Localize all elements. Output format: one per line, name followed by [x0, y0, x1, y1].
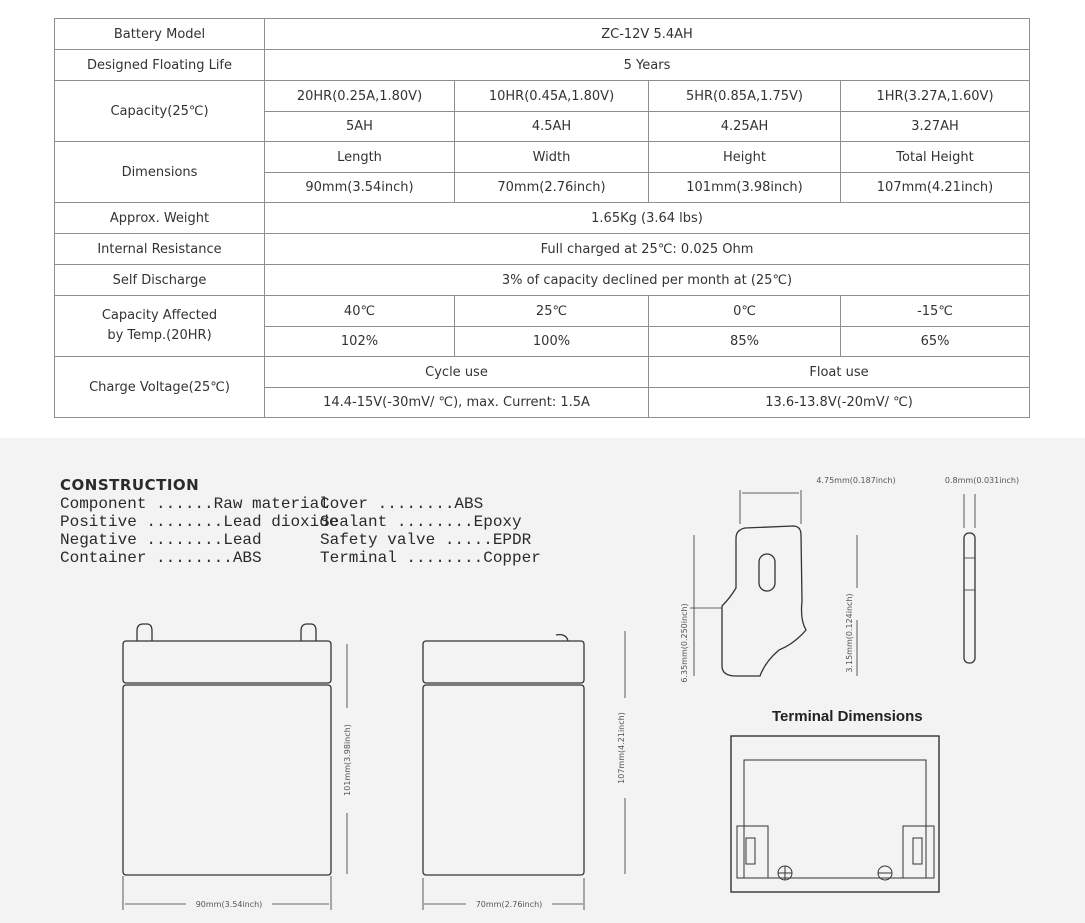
capacity-value: 3.27AH: [841, 112, 1030, 142]
temp-header: 40℃: [265, 296, 455, 327]
self-discharge-value: 3% of capacity declined per month at (25℃): [265, 265, 1030, 296]
floating-life-value: 5 Years: [265, 50, 1030, 81]
side-terminal: [556, 635, 568, 641]
row-weight: [55, 203, 1030, 234]
construction-item: Terminal ........Copper: [320, 549, 541, 567]
terminal-dimensions-title: Terminal Dimensions: [772, 708, 923, 725]
front-view-drawing: [123, 624, 347, 910]
terminal-profile: [964, 533, 975, 663]
terminal-tab: [722, 526, 806, 676]
construction-item: Negative ........Lead: [60, 531, 262, 549]
row-dimension-headers: [55, 142, 1030, 173]
self-discharge-label: Self Discharge: [55, 265, 265, 296]
construction-item: Sealant ........Epoxy: [320, 513, 522, 531]
top-view-inner: [744, 760, 926, 878]
temp-label: [55, 296, 265, 357]
dimension-header: Total Height: [841, 142, 1030, 173]
terminal-stud-right: [301, 624, 316, 641]
cycle-use-label: Cycle use: [265, 357, 649, 388]
side-width-label: 70mm(2.76inch): [475, 900, 543, 909]
capacity-rate: 20HR(0.25A,1.80V): [265, 81, 455, 112]
construction-item: Safety valve .....EPDR: [320, 531, 532, 549]
capacity-label: Capacity(25℃): [55, 81, 265, 142]
weight-value: 1.65Kg (3.64 lbs): [265, 203, 1030, 234]
dimension-header: Length: [265, 142, 455, 173]
row-floating-life: [55, 50, 1030, 81]
battery-model-value: ZC-12V 5.4AH: [265, 19, 1030, 50]
temp-header: 0℃: [649, 296, 841, 327]
floating-life-label: Designed Floating Life: [55, 50, 265, 81]
temp-value: 102%: [265, 327, 455, 357]
dimension-value: 90mm(3.54inch): [265, 173, 455, 203]
temp-header: -15℃: [841, 296, 1030, 327]
weight-label: Approx. Weight: [55, 203, 265, 234]
construction-left-column: [60, 495, 339, 567]
resistance-label: Internal Resistance: [55, 234, 265, 265]
capacity-rate: 1HR(3.27A,1.60V): [841, 81, 1030, 112]
float-use-value: 13.6-13.8V(-20mV/ ℃): [649, 388, 1030, 418]
capacity-value: 5AH: [265, 112, 455, 142]
row-temp-headers: [55, 296, 1030, 327]
construction-section: [60, 476, 580, 567]
capacity-value: 4.5AH: [455, 112, 649, 142]
construction-item: Cover ........ABS: [320, 495, 484, 513]
dimension-header: Width: [455, 142, 649, 173]
front-height-label: 101mm(3.98inch): [343, 724, 352, 796]
row-capacity-rates: [55, 81, 1030, 112]
terminal-stud-left: [137, 624, 152, 641]
terminal-slot: [759, 554, 775, 591]
terminal-detail-drawing: [690, 490, 975, 676]
capacity-rate: 10HR(0.45A,1.80V): [455, 81, 649, 112]
terminal-pocket-left: [737, 826, 768, 878]
row-resistance: [55, 234, 1030, 265]
terminal-right: [913, 838, 922, 864]
row-self-discharge: [55, 265, 1030, 296]
construction-title: CONSTRUCTION: [60, 476, 200, 494]
terminal-left: [746, 838, 755, 864]
dimension-value: 107mm(4.21inch): [841, 173, 1030, 203]
construction-item: Component ......Raw material: [60, 495, 329, 513]
temp-header: 25℃: [455, 296, 649, 327]
battery-model-label: Battery Model: [55, 19, 265, 50]
side-view-drawing: [423, 631, 625, 910]
terminal-pocket-right: [903, 826, 934, 878]
resistance-value: Full charged at 25℃: 0.025 Ohm: [265, 234, 1030, 265]
construction-item: Positive ........Lead dioxide: [60, 513, 339, 531]
spec-table: [54, 18, 1030, 418]
terminal-slot-label: 3.15mm(0.124inch): [845, 593, 854, 673]
construction-item: Container ........ABS: [60, 549, 262, 567]
dimensions-label: Dimensions: [55, 142, 265, 203]
terminal-width-label: 4.75mm(0.187inch): [816, 476, 896, 485]
dimension-header: Height: [649, 142, 841, 173]
temp-value: 85%: [649, 327, 841, 357]
capacity-value: 4.25AH: [649, 112, 841, 142]
row-battery-model: [55, 19, 1030, 50]
temp-value: 65%: [841, 327, 1030, 357]
construction-right-column: [320, 495, 580, 567]
terminal-height-label: 6.35mm(0.250inch): [680, 603, 689, 683]
dimension-value: 70mm(2.76inch): [455, 173, 649, 203]
temp-value: 100%: [455, 327, 649, 357]
terminal-thickness-label: 0.8mm(0.031inch): [944, 476, 1020, 485]
capacity-rate: 5HR(0.85A,1.75V): [649, 81, 841, 112]
cycle-use-value: 14.4-15V(-30mV/ ℃), max. Current: 1.5A: [265, 388, 649, 418]
temp-label-line1: Capacity Affected: [101, 308, 218, 323]
front-body: [123, 685, 331, 875]
top-view-drawing: [731, 736, 939, 892]
front-lid: [123, 641, 331, 683]
temp-label-line2: by Temp.(20HR): [107, 328, 212, 343]
dimension-value: 101mm(3.98inch): [649, 173, 841, 203]
charge-label: Charge Voltage(25℃): [55, 357, 265, 418]
side-lid: [423, 641, 584, 683]
side-body: [423, 685, 584, 875]
float-use-label: Float use: [649, 357, 1030, 388]
top-view-outline: [731, 736, 939, 892]
front-width-label: 90mm(3.54inch): [195, 900, 263, 909]
side-height-label: 107mm(4.21inch): [617, 712, 626, 784]
row-charge-headers: [55, 357, 1030, 388]
